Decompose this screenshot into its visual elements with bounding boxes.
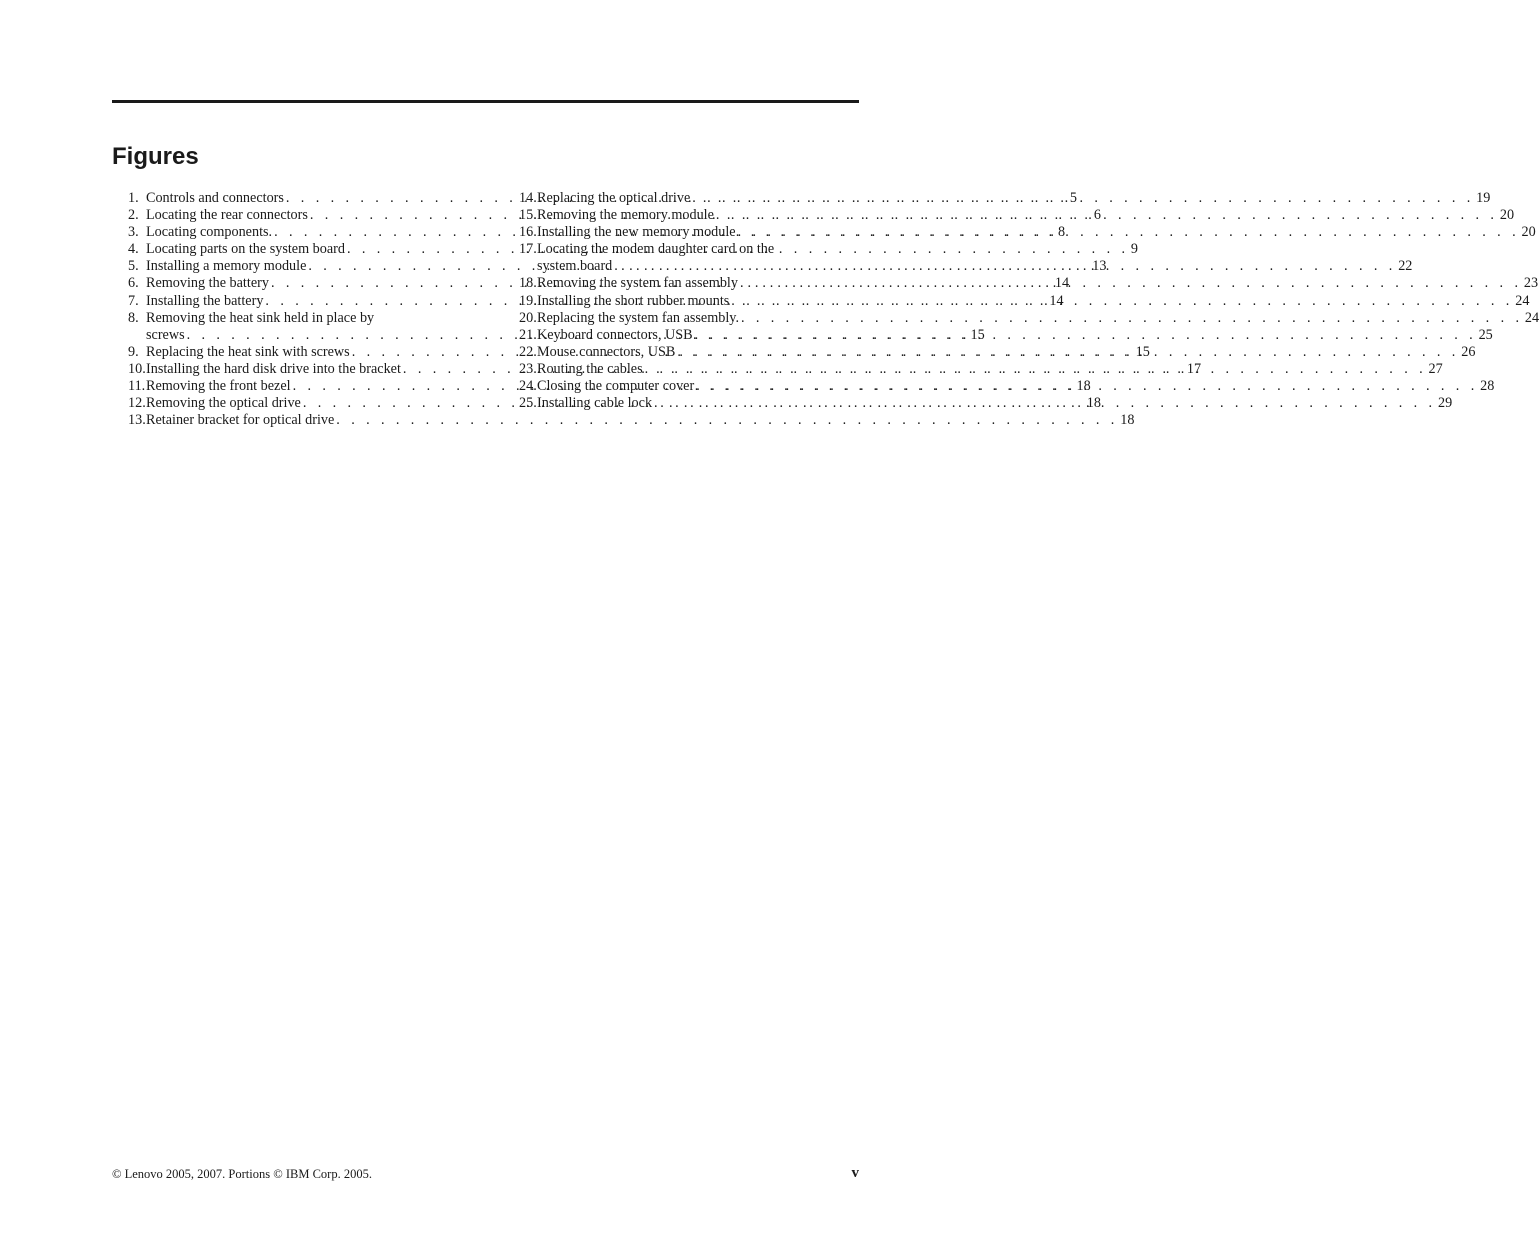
figure-page-number: 13 <box>1092 258 1107 275</box>
figure-number: 19. <box>519 292 537 309</box>
leader-dots <box>694 378 1480 395</box>
figure-page-number: 18 <box>1086 395 1101 412</box>
figure-page-number: 6 <box>1093 207 1101 224</box>
leader-dots <box>729 293 1515 310</box>
figure-number: 7. <box>128 292 139 309</box>
leader-dots <box>334 412 1120 429</box>
figure-title: Mouse connectors, USB <box>537 343 676 360</box>
figure-title: screws <box>146 326 185 343</box>
figure-number: 16. <box>519 224 537 241</box>
figure-title: Retainer bracket for optical drive <box>146 412 335 429</box>
figure-number: 6. <box>128 275 139 292</box>
page-title: Figures <box>112 143 199 170</box>
figure-page-number: 18 <box>1120 412 1135 429</box>
leader-dots <box>739 310 1525 327</box>
figure-number: 13. <box>128 412 146 429</box>
figure-title: Routing the cables <box>537 360 643 377</box>
figure-title: Keyboard connectors, USB <box>537 326 693 343</box>
figure-number: 4. <box>128 241 139 258</box>
figure-number: 9. <box>128 343 139 360</box>
figure-title: Installing a memory module <box>146 258 307 275</box>
figure-title: Locating the rear connectors <box>146 207 308 224</box>
figure-page-number: 25 <box>1478 326 1493 343</box>
figure-number: 22. <box>519 343 537 360</box>
figure-number: 12. <box>128 395 146 412</box>
leader-dots <box>675 344 1461 361</box>
figure-title: Removing the front bezel <box>146 378 291 395</box>
leader-dots <box>714 207 1500 224</box>
figure-entry[interactable] <box>503 309 1539 327</box>
figure-title: Controls and connectors <box>146 190 284 206</box>
figure-title: Removing the optical drive <box>146 395 301 412</box>
figure-number: 24. <box>519 378 537 395</box>
figure-page-number: 29 <box>1437 395 1453 412</box>
leader-dots <box>612 258 1398 275</box>
figure-title: Locating components. <box>146 224 273 241</box>
figure-page-number: 24 <box>1515 292 1530 309</box>
figure-number: 5. <box>128 258 139 275</box>
figure-number: 23. <box>519 360 537 377</box>
figure-page-number: 15 <box>1135 343 1150 360</box>
figure-entry[interactable] <box>112 412 1135 429</box>
figure-page-number: 9 <box>1130 241 1138 258</box>
figure-title: Replacing the heat sink with screws <box>146 343 350 360</box>
figure-page-number: 27 <box>1428 360 1443 377</box>
figure-title: Installing the hard disk drive into the bracket <box>146 360 401 377</box>
figure-title: Removing the memory module <box>537 207 714 224</box>
figure-number: 11. <box>128 378 146 395</box>
figure-page-number: 19 <box>1476 190 1491 206</box>
figure-page-number: 18 <box>1076 378 1091 395</box>
figure-page-number: 15 <box>970 326 985 343</box>
figure-page-number: 26 <box>1461 343 1476 360</box>
leader-dots <box>738 275 1524 292</box>
figure-number: 2. <box>128 207 139 224</box>
figure-page-number: 20 <box>1499 207 1515 224</box>
figure-number: 20. <box>519 309 537 326</box>
footer-copyright: © Lenovo 2005, 2007. Portions © IBM Corp. 2005. <box>112 1167 372 1181</box>
figure-page-number: 14 <box>1049 292 1064 309</box>
figure-number: 1. <box>128 190 139 206</box>
leader-dots <box>643 361 1429 378</box>
leader-dots <box>693 327 1479 344</box>
figure-title: Replacing the system fan assembly. <box>537 309 739 326</box>
figure-page-number: 14 <box>1054 275 1070 292</box>
figure-page-number: 23 <box>1523 275 1539 292</box>
figure-title: Installing the short rubber mounts <box>537 292 730 309</box>
figure-title: Removing the system fan assembly <box>537 275 738 292</box>
figure-number: 10. <box>128 360 146 377</box>
figure-title: Replacing the optical drive <box>537 190 691 206</box>
figure-number: 25. <box>519 395 537 412</box>
figure-title-line: Locating the modem daughter card on the <box>537 241 775 258</box>
figure-page-number: 22 <box>1398 258 1413 275</box>
figure-number: 17. <box>519 241 537 258</box>
figure-page-number: 17 <box>1186 360 1202 377</box>
leader-dots <box>690 190 1476 207</box>
figure-title: Removing the battery <box>146 275 269 292</box>
figure-page-number: 24 <box>1524 309 1539 326</box>
figure-page-number: 8 <box>1058 224 1066 241</box>
figure-number: 8. <box>128 309 139 326</box>
page-number: v <box>851 1165 859 1181</box>
leader-dots <box>736 224 1522 241</box>
figure-entry[interactable] <box>503 207 1515 224</box>
figure-number: 3. <box>128 224 139 241</box>
figure-title: Closing the computer cover <box>537 378 695 395</box>
figure-number: 18. <box>519 275 537 292</box>
figure-title: system board <box>537 258 613 275</box>
figure-page-number: 20 <box>1521 224 1536 241</box>
figure-title: Installing the battery <box>146 292 264 309</box>
figure-entry[interactable] <box>503 224 1536 241</box>
figure-page-number: 5 <box>1069 190 1077 206</box>
figure-title: Installing cable lock <box>537 395 653 412</box>
figure-number: 21. <box>519 326 537 343</box>
figure-page-number: 28 <box>1480 378 1495 395</box>
figure-entry[interactable] <box>503 190 1491 207</box>
figure-title-line: Removing the heat sink held in place by <box>146 309 375 326</box>
leader-dots <box>652 395 1438 412</box>
figure-title: Locating parts on the system board <box>146 241 345 258</box>
header-rule <box>112 100 859 103</box>
figure-number: 15. <box>519 207 537 224</box>
figure-number: 14. <box>519 190 537 206</box>
figure-title: Installing the new memory module <box>537 224 736 241</box>
